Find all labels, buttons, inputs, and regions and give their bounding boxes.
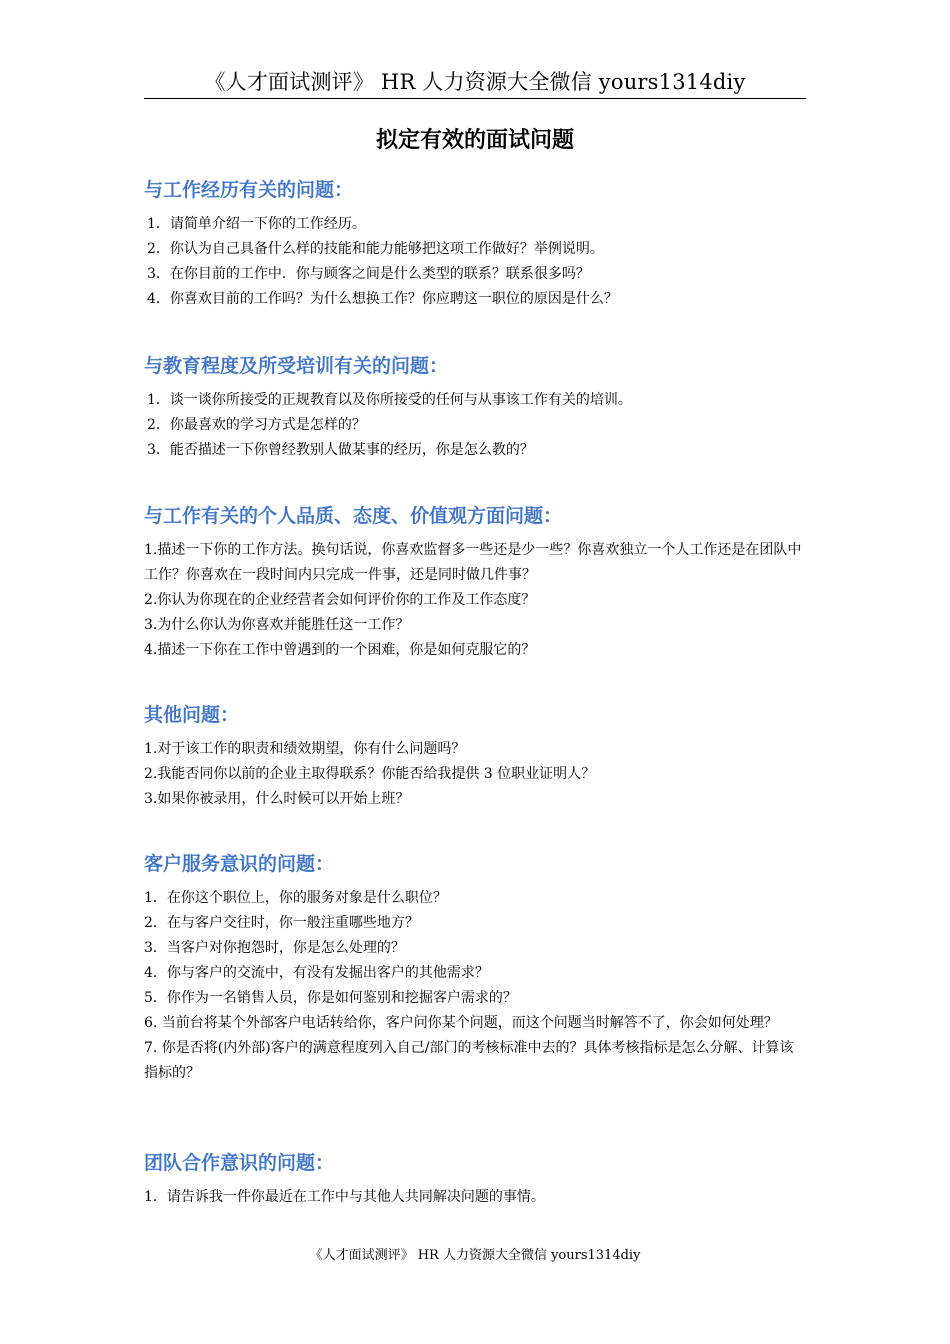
section-heading: 客户服务意识的问题： — [144, 853, 335, 875]
section-work-experience — [144, 176, 806, 312]
question-item: 1．请告诉我一件你最近在工作中与其他人共同解决问题的事情。 — [144, 1189, 545, 1205]
question-item: 6. 当前台将某个外部客户电话转给你，客户问你某个问题，而这个问题当时解答不了，你会如何处理？ — [144, 1015, 778, 1031]
question-item: 4．你与客户的交流中，有没有发掘出客户的其他需求？ — [144, 965, 489, 981]
section-personal-qualities — [144, 502, 806, 663]
question-item: 1.对于该工作的职责和绩效期望，你有什么问题吗？ — [144, 741, 466, 757]
question-item: 2．在与客户交往时，你一般注重哪些地方？ — [144, 915, 419, 931]
question-item: 4．你喜欢目前的工作吗？为什么想换工作？你应聘这一职位的原因是什么？ — [147, 291, 618, 307]
question-item: 1．在你这个职位上，你的服务对象是什么职位？ — [144, 890, 447, 906]
section-heading: 其他问题： — [144, 704, 240, 726]
question-list — [144, 388, 806, 463]
question-list — [144, 538, 806, 663]
page-header: 《人才面试测评》 HR 人力资源大全微信 yours1314diy — [204, 70, 746, 94]
page-footer: 《人才面试测评》 HR 人力资源大全微信 yours1314diy — [309, 1248, 641, 1263]
section-education — [144, 352, 806, 463]
section-heading: 团队合作意识的问题： — [144, 1152, 335, 1174]
question-list — [144, 212, 806, 312]
question-item: 3．能否描述一下你曾经教别人做某事的经历，你是怎么教的？ — [147, 442, 534, 458]
document-title: 拟定有效的面试问题 — [375, 128, 574, 153]
section-customer-service — [144, 850, 806, 1086]
question-item: 3．在你目前的工作中．你与顾客之间是什么类型的联系？联系很多吗？ — [147, 266, 590, 282]
question-list — [144, 737, 806, 812]
question-item: 1.描述一下你的工作方法。换句话说，你喜欢监督多一些还是少一些？你喜欢独立一个人工作还是在团队中工作？你喜欢在一段时间内只完成一件事，还是同时做几件事？ — [144, 542, 802, 583]
question-item: 3.如果你被录用，什么时候可以开始上班？ — [144, 791, 410, 807]
section-heading: 与工作有关的个人品质、态度、价值观方面问题： — [144, 505, 563, 527]
section-heading: 与教育程度及所受培训有关的问题： — [144, 355, 449, 377]
question-item: 1．请简单介绍一下你的工作经历。 — [147, 216, 366, 232]
question-item: 1．谈一谈你所接受的正规教育以及你所接受的任何与从事该工作有关的培训。 — [147, 392, 632, 408]
question-list — [144, 1185, 806, 1210]
question-list — [144, 886, 806, 1086]
section-heading: 与工作经历有关的问题： — [144, 179, 354, 201]
question-item: 5．你作为一名销售人员，你是如何鉴别和挖掘客户需求的？ — [144, 990, 517, 1006]
question-item: 3.为什么你认为你喜欢并能胜任这一工作？ — [144, 617, 410, 633]
question-item: 4.描述一下你在工作中曾遇到的一个困难，你是如何克服它的？ — [144, 642, 536, 658]
header-divider — [144, 98, 806, 99]
question-item: 2.你认为你现在的企业经营者会如何评价你的工作及工作态度？ — [144, 592, 536, 608]
question-item: 3．当客户对你抱怨时，你是怎么处理的？ — [144, 940, 405, 956]
section-teamwork — [144, 1149, 806, 1210]
question-item: 2．你最喜欢的学习方式是怎样的？ — [147, 417, 366, 433]
question-item: 7. 你是否将(内外部)客户的满意程度列入自己/部门的考核标准中去的？具体考核指标是怎么分解、计算该指标的？ — [144, 1040, 794, 1081]
question-item: 2．你认为自己具备什么样的技能和能力能够把这项工作做好？举例说明。 — [147, 241, 604, 257]
section-other — [144, 701, 806, 812]
question-item: 2.我能否同你以前的企业主取得联系？你能否给我提供 3 位职业证明人？ — [144, 766, 596, 782]
